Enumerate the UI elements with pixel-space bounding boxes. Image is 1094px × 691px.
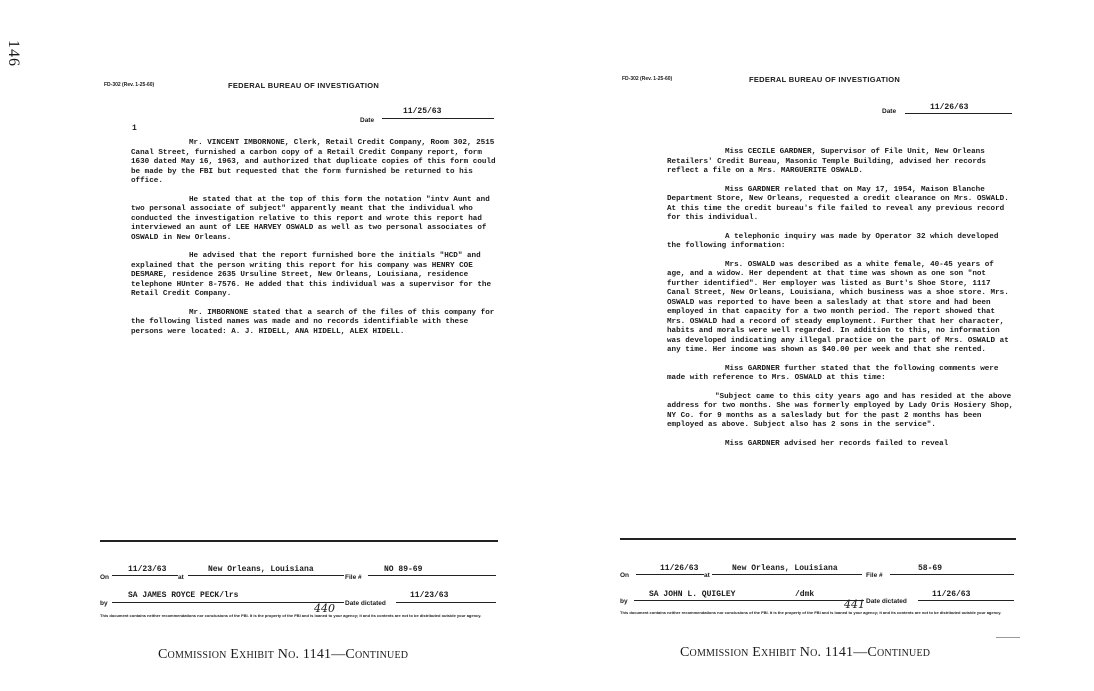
file-underline bbox=[890, 574, 1014, 575]
handwritten-number: 440 bbox=[314, 602, 335, 615]
dictated-underline bbox=[918, 600, 1014, 601]
by-label: by bbox=[620, 598, 628, 605]
on-underline bbox=[636, 574, 704, 575]
exhibit-caption: Commission Exhibit No. 1141—Continued bbox=[158, 647, 409, 662]
on-label: On bbox=[100, 574, 110, 581]
date-underline bbox=[382, 118, 494, 119]
by-underline bbox=[634, 600, 864, 601]
document-date: 11/25/63 bbox=[403, 107, 442, 116]
paragraph: A telephonic inquiry was made by Operator 32 which developed the following information: bbox=[667, 232, 999, 250]
form-number: FD-302 (Rev. 1-25-60) bbox=[104, 82, 155, 88]
by-underline bbox=[112, 602, 344, 603]
location: New Orleans, Louisiana bbox=[732, 564, 838, 573]
interview-date: 11/23/63 bbox=[128, 565, 167, 574]
dictated-date: 11/23/63 bbox=[410, 591, 449, 600]
agency-header: FEDERAL BUREAU OF INVESTIGATION bbox=[749, 75, 901, 84]
by-label: by bbox=[100, 600, 108, 607]
paragraph: Mr. IMBORNONE stated that a search of the files of this company for the following listed names was made and no records identifiable with these persons were located: A. J. HIDELL, ANA HIDELL, ALEX HIDELL. bbox=[131, 308, 495, 336]
agent-initials: /dmk bbox=[795, 590, 815, 599]
form-number: FD-302 (Rev. 1-25-60) bbox=[622, 76, 673, 82]
page-number: 146 bbox=[5, 40, 22, 67]
quoted-paragraph: "Subject came to this city years ago and has resided at the above address for two months. She was formerly employed by Lady Oris Hosiery Shop, NY Co. for 9 months as a saleslady but for the past 2 months has been employed as above. Subject also has 2 sons in the service". bbox=[667, 392, 1014, 429]
scan-mark bbox=[996, 637, 1020, 638]
date-label: Date bbox=[882, 108, 897, 115]
paragraph: Miss GARDNER further stated that the following comments were made with reference to Mrs. OSWALD at this time: bbox=[667, 364, 999, 382]
paragraph: Mrs. OSWALD was described as a white female, 40-45 years of age, and a widow. Her dependent at that time was shown as one son "not further identified". Her employer was listed as Burt's Shoe Store, 1117 Canal Street, New Orleans, Louisiana, which business was a shoe store. Mrs. OSWALD was reported to have been a saleslady at that store and had been employed in that capacity for a two month period. The report showed that Mrs. OSWALD had a record of steady employment. Further that her character, habits and morals were well regarded. In addition to this, no information was developed indicating any illegal practice on the part of Mrs. OSWALD at any time. Her income was shown as $40.00 per week and that she rented. bbox=[667, 260, 1009, 354]
item-number: 1 bbox=[132, 124, 137, 133]
on-underline bbox=[112, 575, 178, 576]
paragraph: Miss GARDNER related that on May 17, 1954, Maison Blanche Department Store, New Orleans, requested a credit clearance on Mrs. OSWALD. At this time the credit bureau's file failed to reveal any previous record for this individual. bbox=[667, 185, 1009, 222]
agent-name: SA JOHN L. QUIGLEY bbox=[649, 590, 736, 599]
date-label: Date bbox=[360, 117, 375, 124]
paragraph: He advised that the report furnished bore the initials "HCD" and explained that the person writing this report for his company was HENRY COE DESMARE, residence 2635 Ursuline Street, New Orleans, Louisiana, residence telephone HUnter 8-7576. He added that this individual was a supervisor for the Retail Credit Company. bbox=[131, 252, 492, 298]
disclaimer: This document contains neither recommendations nor conclusions of the FBI. It is the property of the FBI and is loaned to your agency; it and its contents are not to be distributed outside your agency. bbox=[100, 613, 482, 618]
at-label: at bbox=[178, 574, 184, 581]
handwritten-number: 441 bbox=[844, 598, 865, 611]
paragraph: He stated that at the top of this form the notation "intv Aunt and two personal associate of subject" apparently meant that the individual who conducted the investigation relative to this report and wrote this report had interviewed an aunt of LEE HARVEY OSWALD as well as two personal associates of OSWALD in New Orleans. bbox=[131, 195, 490, 242]
at-underline bbox=[712, 574, 862, 575]
at-underline bbox=[188, 575, 344, 576]
at-label: at bbox=[704, 572, 710, 579]
on-label: On bbox=[620, 572, 630, 579]
file-label: File # bbox=[866, 572, 883, 579]
file-number: NO 89-69 bbox=[384, 565, 423, 574]
paragraph: Miss CECILE GARDNER, Supervisor of File Unit, New Orleans Retailers' Credit Bureau, Masonic Temple Building, advised her records reflect a file on a Mrs. MARGUERITE OSWALD. bbox=[667, 148, 986, 175]
file-underline bbox=[368, 575, 496, 576]
agency-header: FEDERAL BUREAU OF INVESTIGATION bbox=[228, 81, 380, 90]
date-underline bbox=[905, 113, 1012, 114]
agent-name: SA JAMES ROYCE PECK/lrs bbox=[128, 591, 239, 600]
file-number: 58-69 bbox=[918, 564, 943, 573]
dictated-label: Date dictated bbox=[866, 598, 907, 605]
dictated-date: 11/26/63 bbox=[932, 590, 971, 599]
location: New Orleans, Louisiana bbox=[208, 565, 314, 574]
paragraph: Miss GARDNER advised her records failed to reveal bbox=[725, 439, 949, 448]
interview-date: 11/26/63 bbox=[660, 564, 699, 573]
report-body bbox=[131, 139, 497, 346]
dictated-label: Date dictated bbox=[345, 600, 386, 607]
footer-rule bbox=[620, 538, 1016, 540]
exhibit-caption: Commission Exhibit No. 1141—Continued bbox=[680, 645, 931, 660]
dictated-underline bbox=[396, 602, 496, 603]
file-label: File # bbox=[345, 574, 362, 581]
disclaimer: This document contains neither recommendations nor conclusions of the FBI. It is the property of the FBI and is loaned to your agency; it and its contents are not to be distributed outside your agency. bbox=[620, 610, 1002, 615]
paragraph: Mr. VINCENT IMBORNONE, Clerk, Retail Credit Company, Room 302, 2515 Canal Street, furnished a carbon copy of a Retail Credit Company report, form 1630 dated May 16, 1963, and authorized that duplicate copies of this form could be made by the FBI but requested that the form furnished be returned to his office. bbox=[131, 139, 496, 185]
footer-rule bbox=[100, 540, 498, 542]
report-body bbox=[667, 148, 1015, 458]
document-date: 11/26/63 bbox=[930, 103, 969, 112]
